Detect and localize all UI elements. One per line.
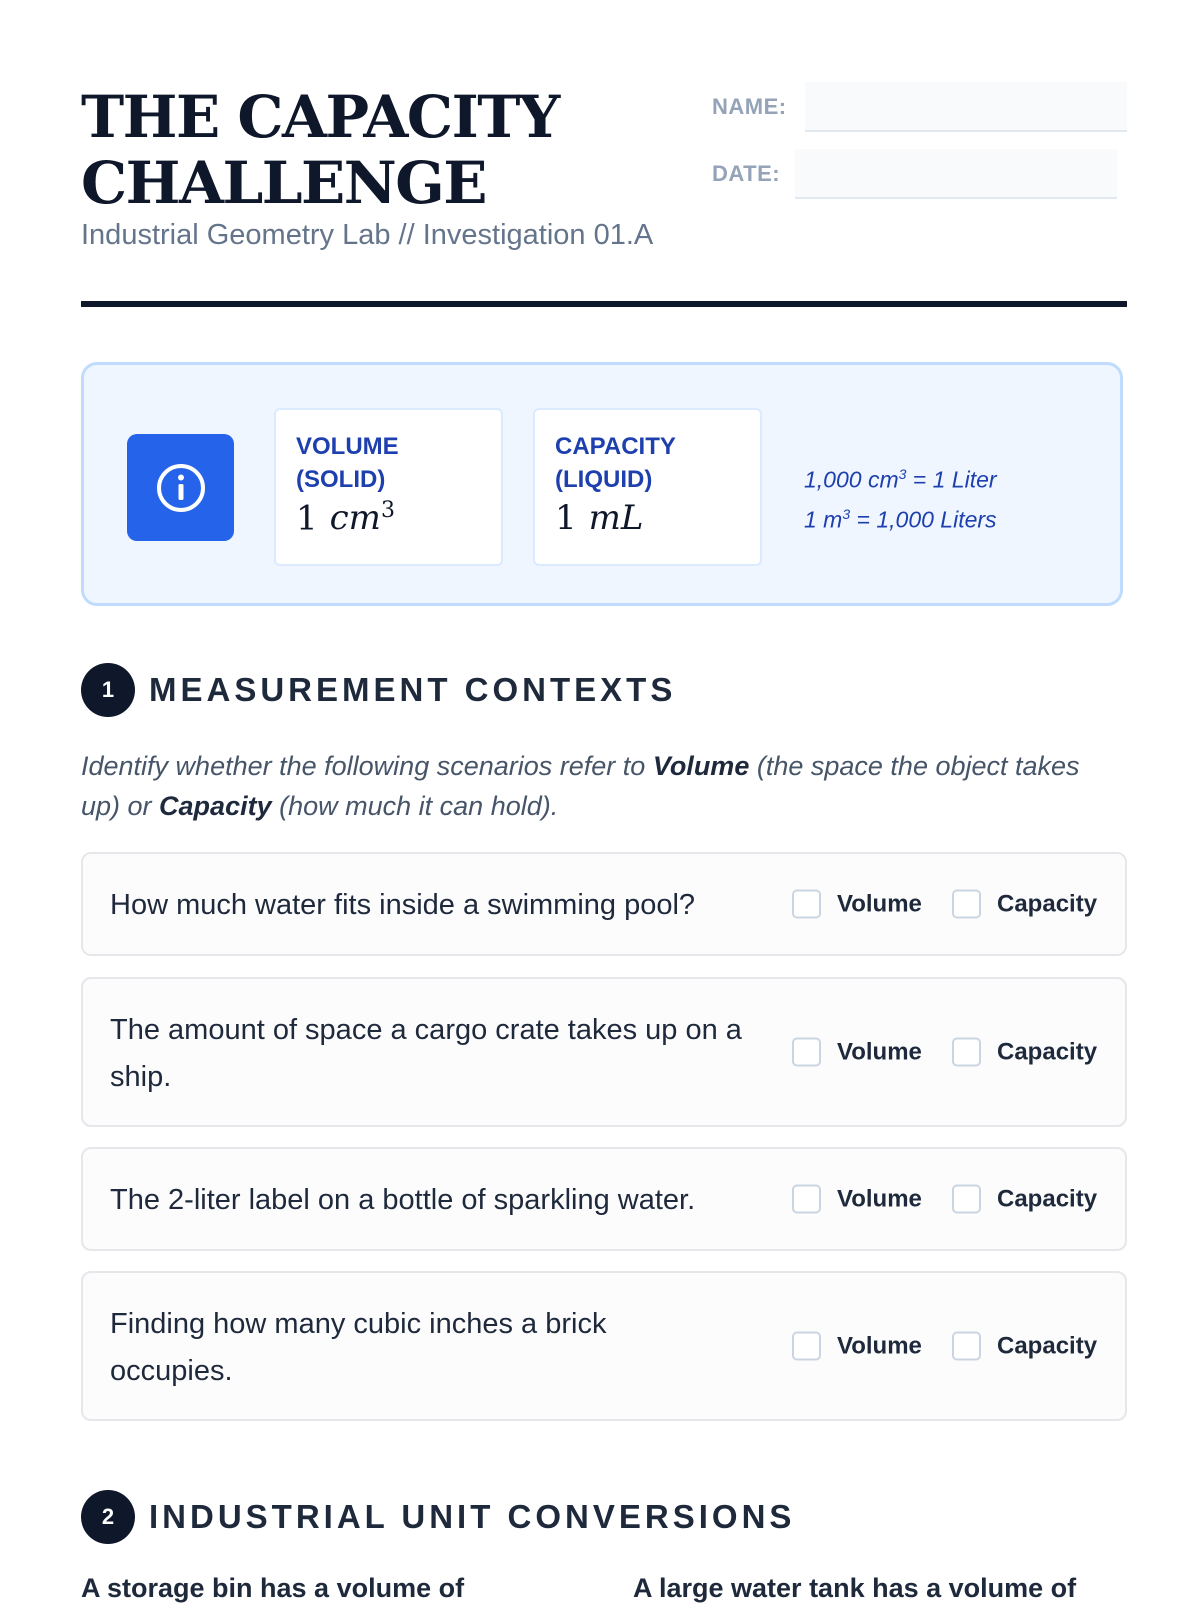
unit-reference-panel [81,362,1123,606]
volume-checkbox[interactable] [792,890,821,919]
conversion-problem-2: A large water tank has a volume of [633,1573,1077,1603]
capacity-unit-card [533,408,762,566]
volume-option-label: Volume [837,1038,922,1065]
capacity-option[interactable] [952,1185,1097,1214]
question-row [81,1271,1127,1421]
capacity-card-value: 1 mL [555,498,644,538]
capacity-card-label: CAPACITY (LIQUID) [555,433,676,493]
capacity-option-label: Capacity [997,1038,1098,1065]
worksheet-page [81,0,1127,1603]
page-subtitle: Industrial Geometry Lab // Investigation 01.A [81,219,654,251]
volume-option[interactable] [792,1038,922,1067]
capacity-option[interactable] [952,1332,1097,1361]
volume-option-label: Volume [837,1185,922,1212]
capacity-option[interactable] [952,1038,1097,1067]
capacity-checkbox[interactable] [952,1332,981,1361]
question-text: Finding how many cubic inches a brick occupies. [110,1308,607,1387]
conversion-problem-1: A storage bin has a volume of [81,1573,465,1603]
volume-option-label: Volume [837,1332,922,1359]
volume-option[interactable] [792,890,922,919]
volume-unit-card [274,408,503,566]
section-1-number-badge: 1 [81,663,135,717]
date-label: DATE: [712,161,781,186]
question-row [81,977,1127,1127]
question-text: The amount of space a cargo crate takes up on a ship. [110,1014,742,1093]
title-line-2: CHALLENGE [81,149,486,217]
capacity-option-label: Capacity [997,1332,1098,1359]
capacity-checkbox[interactable] [952,1185,981,1214]
volume-option[interactable] [792,1185,922,1214]
name-label: NAME: [712,94,787,119]
section-1-title: MEASUREMENT CONTEXTS [149,671,677,708]
question-text: The 2-liter label on a bottle of sparkling water. [110,1184,696,1216]
volume-card-value: 1 $cm^3$ [296,498,395,539]
capacity-option-label: Capacity [997,1185,1098,1212]
volume-option[interactable] [792,1332,922,1361]
question-row [81,1147,1127,1251]
conversion-notes [804,457,997,536]
section-2-heading [81,1490,795,1544]
page-title [81,84,559,216]
conversion-note-2: 1 $m^3 = 1,000$ Liters [804,505,997,533]
question-row [81,852,1127,956]
question-text: How much water fits inside a swimming pool? [110,889,696,921]
date-field[interactable] [795,149,1117,199]
volume-card-label: VOLUME (SOLID) [296,433,399,493]
name-field[interactable] [805,82,1127,132]
volume-checkbox[interactable] [792,1185,821,1214]
section-1-instructions: Identify whether the following scenarios refer to Volume (the space the object takes up) or Capacity (how much it can hold). [81,751,1080,821]
capacity-checkbox[interactable] [952,890,981,919]
volume-checkbox[interactable] [792,1038,821,1067]
capacity-option[interactable] [952,890,1097,919]
section-2-title: INDUSTRIAL UNIT CONVERSIONS [149,1498,796,1535]
info-icon [127,434,234,541]
conversion-note-1: 1,000 $cm^3 = 1$ Liter [804,466,997,493]
capacity-checkbox[interactable] [952,1038,981,1067]
section-1-heading [81,663,676,717]
volume-checkbox[interactable] [792,1332,821,1361]
title-line-1: THE CAPACITY [81,83,559,151]
capacity-option-label: Capacity [997,890,1098,917]
section-2-number-badge: 2 [81,1490,135,1544]
volume-option-label: Volume [837,890,922,917]
header-divider [81,301,1127,307]
